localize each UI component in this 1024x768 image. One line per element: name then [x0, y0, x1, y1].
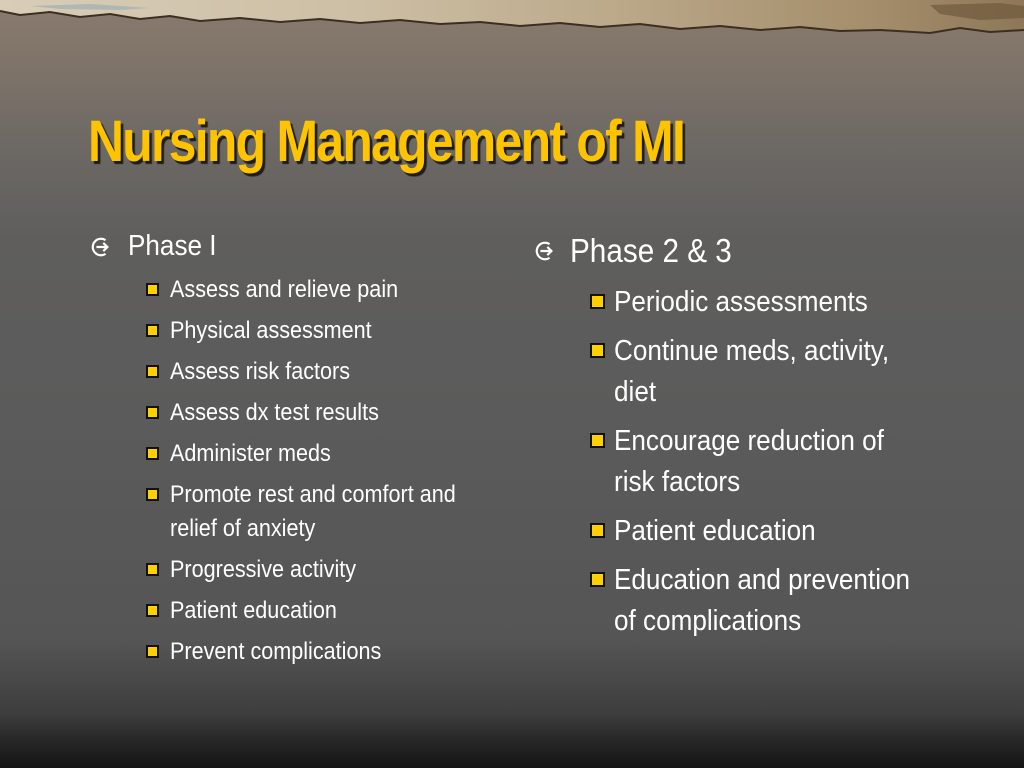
phase-one-list: [146, 273, 508, 669]
list-item-text: Promote rest and comfort and relief of anxiety: [170, 481, 456, 542]
yellow-square-bullet-icon: [590, 572, 605, 587]
phase-two-three-heading-row: [532, 232, 952, 270]
yellow-square-bullet-icon: [146, 406, 159, 419]
phase-two-three-list: [590, 282, 952, 642]
list-item-text: Continue meds, activity, diet: [614, 335, 890, 408]
list-item: [146, 355, 508, 389]
list-item-text: Education and prevention of complications: [614, 564, 911, 637]
list-item-text: Patient education: [614, 515, 816, 547]
list-item-text: Assess dx test results: [170, 399, 379, 426]
list-item-text: Assess and relieve pain: [170, 276, 399, 303]
list-item: [590, 331, 952, 413]
yellow-square-bullet-icon: [146, 324, 159, 337]
list-item: [146, 594, 508, 628]
list-item: [590, 560, 952, 642]
circled-right-arrow-icon: [534, 240, 556, 262]
list-item-text: Assess risk factors: [170, 358, 351, 385]
list-item-text: Patient education: [170, 597, 337, 624]
yellow-square-bullet-icon: [590, 523, 605, 538]
list-item: [146, 635, 508, 669]
list-item-text: Physical assessment: [170, 317, 372, 344]
list-item: [146, 273, 508, 307]
list-item: [590, 282, 952, 323]
phase-two-three-column: [532, 232, 952, 650]
list-item-text: Prevent complications: [170, 638, 382, 665]
yellow-square-bullet-icon: [146, 563, 159, 576]
list-item: [146, 553, 508, 587]
yellow-square-bullet-icon: [146, 488, 159, 501]
yellow-square-bullet-icon: [590, 294, 605, 309]
circled-right-arrow-icon: [90, 236, 112, 258]
list-item: [146, 314, 508, 348]
yellow-square-bullet-icon: [146, 645, 159, 658]
list-item-text: Administer meds: [170, 440, 331, 467]
list-item: [146, 396, 508, 430]
list-item: [146, 478, 508, 546]
list-item-text: Progressive activity: [170, 556, 357, 583]
yellow-square-bullet-icon: [146, 447, 159, 460]
torn-paper-strip-icon: [0, 0, 1024, 40]
yellow-square-bullet-icon: [590, 433, 605, 448]
list-item: [590, 421, 952, 503]
list-item: [590, 511, 952, 552]
list-item-text: Periodic assessments: [614, 286, 868, 318]
phase-one-heading-row: [88, 230, 508, 263]
phase-two-three-heading: Phase 2 & 3: [570, 232, 732, 269]
list-item: [146, 437, 508, 471]
slide-title: Nursing Management of MI: [88, 109, 685, 174]
yellow-square-bullet-icon: [590, 343, 605, 358]
phase-one-column: [88, 230, 508, 676]
yellow-square-bullet-icon: [146, 365, 159, 378]
list-item-text: Encourage reduction of risk factors: [614, 425, 884, 498]
yellow-square-bullet-icon: [146, 604, 159, 617]
phase-one-heading: Phase I: [128, 230, 217, 262]
yellow-square-bullet-icon: [146, 283, 159, 296]
